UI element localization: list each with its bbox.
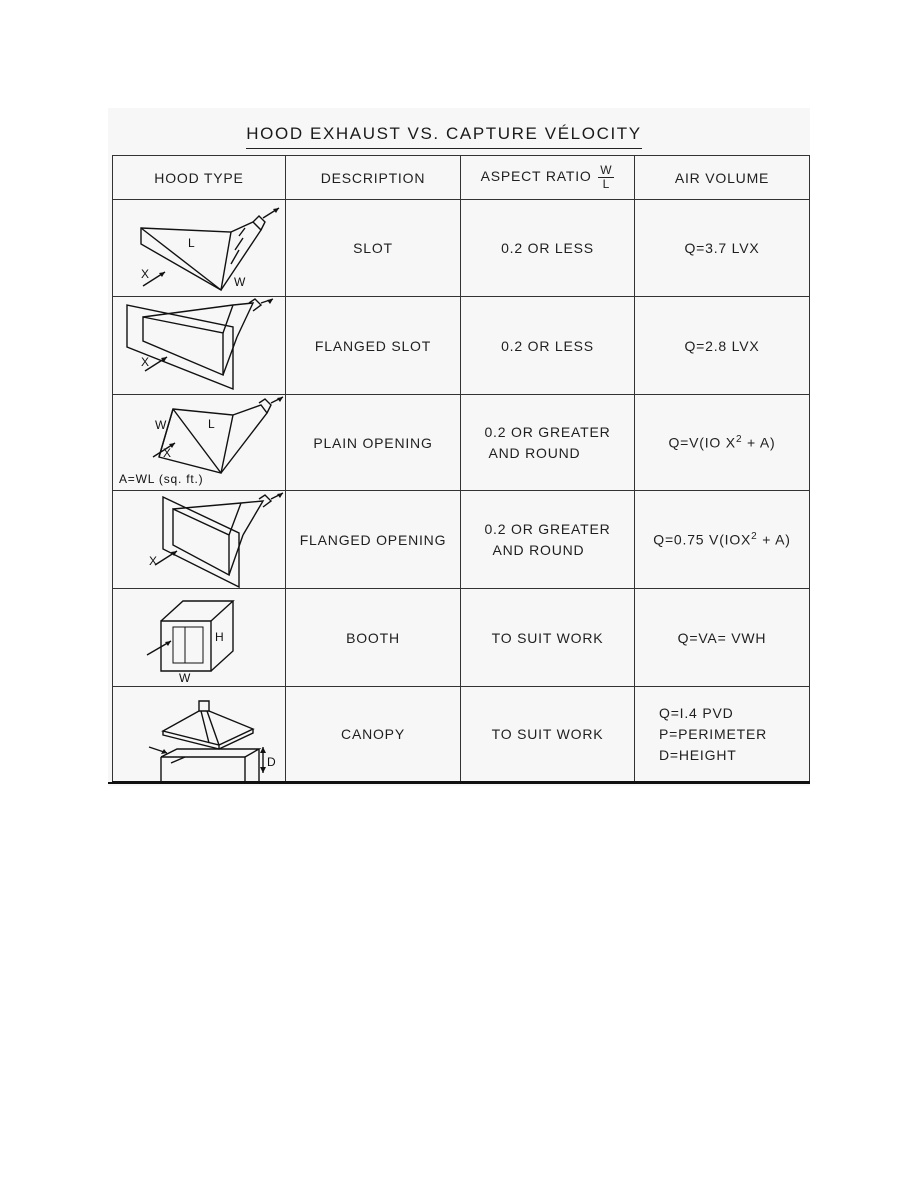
slot-hood-diagram: [113, 200, 286, 297]
formula-line-1: Q=I.4 PVD: [659, 704, 734, 721]
flanged-opening-hood-diagram: [113, 491, 286, 589]
aspect-line-2: AND ROUND: [488, 444, 581, 461]
dimension-label-l: L: [208, 417, 216, 431]
page-title: HOOD EXHAUST VS. CAPTURE VÉLOCITY: [246, 122, 642, 149]
formula-exponent: 2: [735, 434, 743, 446]
flanged-slot-aspect: 0.2 OR LESS: [461, 297, 635, 395]
flanged-opening-aspect: [461, 491, 635, 589]
header-hood-type: HOOD TYPE: [113, 156, 286, 200]
header-air-volume: AIR VOLUME: [635, 156, 810, 200]
dimension-label-w: W: [234, 275, 247, 289]
slot-air-volume: Q=3.7 LVX: [635, 200, 810, 297]
area-note: A=WL (sq. ft.): [119, 472, 204, 486]
booth-hood-drawing: [113, 589, 286, 686]
table-row: [113, 589, 810, 687]
flanged-slot-hood-drawing: [113, 297, 286, 394]
booth-hood-diagram: [113, 589, 286, 687]
bottom-rule: [108, 782, 810, 784]
aspect-line-1: 0.2 OR GREATER: [484, 423, 611, 440]
slot-hood-drawing: [113, 200, 286, 296]
dimension-label-d: D: [267, 755, 277, 769]
aspect-line-1: 0.2 OR GREATER: [484, 520, 611, 537]
dimension-label-h: H: [215, 630, 225, 644]
table-row: [113, 395, 810, 491]
canopy-description: CANOPY: [286, 687, 461, 783]
dimension-label-w: W: [155, 418, 168, 432]
formula-tail: + A): [757, 531, 791, 548]
table-row: [113, 687, 810, 783]
header-row: [113, 156, 810, 200]
plain-opening-hood-diagram: [113, 395, 286, 491]
flanged-slot-air-volume: Q=2.8 LVX: [635, 297, 810, 395]
plain-opening-hood-drawing: [113, 395, 286, 490]
booth-air-volume: Q=VA= VWH: [635, 589, 810, 687]
dimension-label-x: X: [141, 355, 150, 369]
plain-opening-aspect: [461, 395, 635, 491]
dimension-label-x: X: [163, 446, 172, 460]
canopy-hood-drawing: [113, 687, 286, 781]
booth-description: BOOTH: [286, 589, 461, 687]
aspect-ratio-fraction: [598, 164, 614, 191]
slot-aspect: 0.2 OR LESS: [461, 200, 635, 297]
formula-line-3: D=HEIGHT: [659, 746, 737, 763]
booth-aspect: TO SUIT WORK: [461, 589, 635, 687]
flanged-opening-hood-drawing: [113, 491, 286, 588]
formula-line-2: P=PERIMETER: [659, 725, 767, 742]
table-row: [113, 297, 810, 395]
canopy-aspect: TO SUIT WORK: [461, 687, 635, 783]
slot-description: SLOT: [286, 200, 461, 297]
hood-comparison-table: [112, 155, 810, 783]
flanged-opening-air-volume: [635, 491, 810, 589]
aspect-ratio-label: ASPECT RATIO: [480, 168, 592, 185]
formula-main: Q=V(IO X: [668, 434, 736, 451]
canopy-air-volume: [635, 687, 810, 783]
formula-tail: + A): [742, 434, 776, 451]
flanged-slot-hood-diagram: [113, 297, 286, 395]
flanged-opening-description: FLANGED OPENING: [286, 491, 461, 589]
aspect-line-2: AND ROUND: [492, 541, 585, 558]
flanged-slot-description: FLANGED SLOT: [286, 297, 461, 395]
table-row: [113, 200, 810, 297]
aspect-numerator: W: [600, 163, 613, 177]
aspect-denominator: L: [602, 177, 611, 191]
formula-exponent: 2: [751, 531, 758, 543]
dimension-label-x: X: [149, 554, 158, 568]
dimension-label-l: L: [188, 236, 196, 250]
dimension-label-w: W: [179, 671, 192, 685]
formula-main: Q=0.75 V(IOX: [653, 531, 752, 548]
dimension-label-x: X: [141, 267, 150, 281]
header-aspect-ratio: [461, 156, 635, 200]
header-description: DESCRIPTION: [286, 156, 461, 200]
canopy-hood-diagram: [113, 687, 286, 783]
plain-opening-air-volume: [635, 395, 810, 491]
plain-opening-description: PLAIN OPENING: [286, 395, 461, 491]
table-row: [113, 491, 810, 589]
